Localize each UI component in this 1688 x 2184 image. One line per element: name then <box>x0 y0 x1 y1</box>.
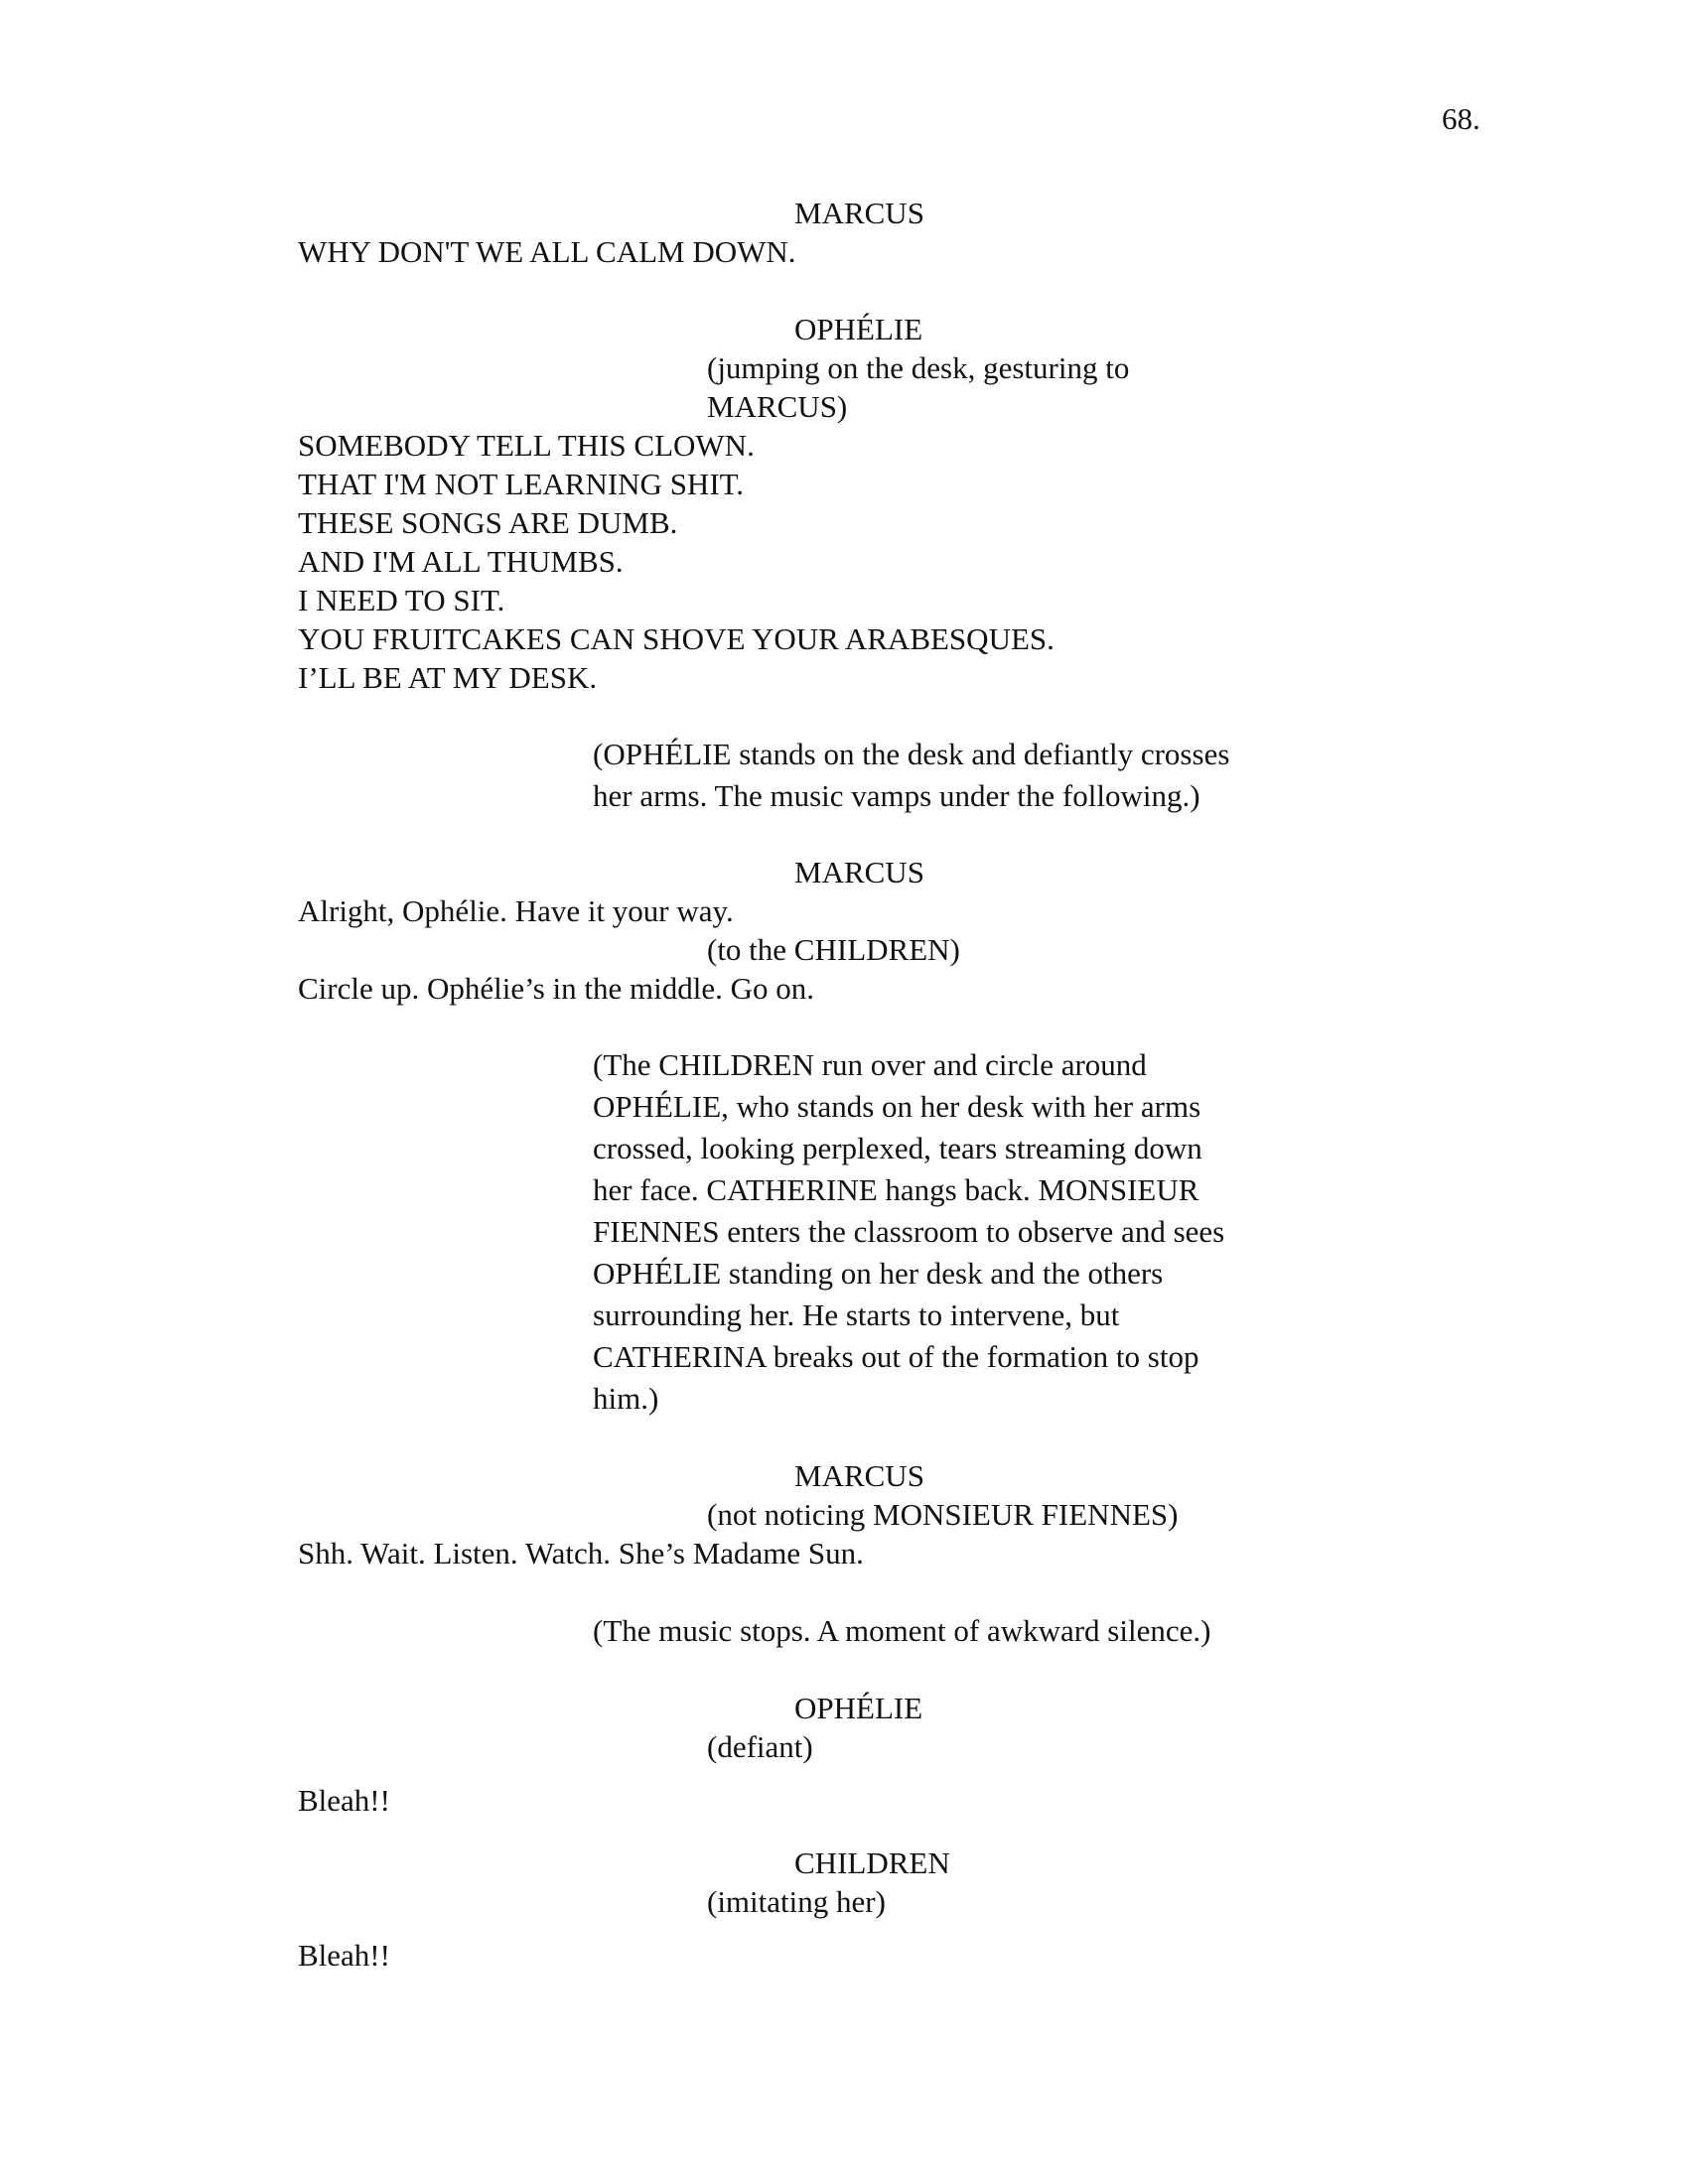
stage-direction: him.) <box>593 1381 659 1416</box>
parenthetical: (not noticing MONSIEUR FIENNES) <box>707 1497 1179 1532</box>
stage-direction: OPHÉLIE standing on her desk and the others <box>593 1256 1164 1291</box>
character-cue-children: CHILDREN <box>794 1845 950 1880</box>
stage-direction: (OPHÉLIE stands on the desk and defiantly crosses <box>593 737 1230 771</box>
stage-direction: (The music stops. A moment of awkward silence.) <box>593 1613 1211 1648</box>
dialogue-line: Shh. Wait. Listen. Watch. She’s Madame Sun. <box>298 1536 864 1570</box>
dialogue-line: THESE SONGS ARE DUMB. <box>298 505 678 540</box>
dialogue-line: Bleah!! <box>298 1783 390 1818</box>
dialogue-line: Alright, Ophélie. Have it your way. <box>298 893 734 928</box>
parenthetical: (imitating her) <box>707 1884 886 1919</box>
stage-direction: (The CHILDREN run over and circle around <box>593 1047 1147 1082</box>
character-cue-ophelie: OPHÉLIE <box>794 1691 923 1725</box>
dialogue-line: YOU FRUITCAKES CAN SHOVE YOUR ARABESQUES. <box>298 621 1055 656</box>
dialogue-line: SOMEBODY TELL THIS CLOWN. <box>298 428 755 463</box>
dialogue-line: I’LL BE AT MY DESK. <box>298 660 598 695</box>
dialogue-line: Bleah!! <box>298 1938 390 1973</box>
stage-direction: OPHÉLIE, who stands on her desk with her arms <box>593 1089 1201 1124</box>
dialogue-line: WHY DON'T WE ALL CALM DOWN. <box>298 234 796 269</box>
character-cue-marcus: MARCUS <box>794 1458 924 1493</box>
parenthetical: (to the CHILDREN) <box>707 932 960 967</box>
stage-direction: CATHERINA breaks out of the formation to stop <box>593 1339 1199 1374</box>
parenthetical: MARCUS) <box>707 389 848 424</box>
stage-direction: FIENNES enters the classroom to observe and sees <box>593 1214 1225 1249</box>
stage-direction: surrounding her. He starts to intervene, but <box>593 1297 1120 1332</box>
dialogue-line: AND I'M ALL THUMBS. <box>298 544 624 579</box>
parenthetical: (defiant) <box>707 1729 813 1764</box>
stage-direction: her arms. The music vamps under the following.) <box>593 778 1200 813</box>
page-number: 68. <box>1442 101 1480 136</box>
dialogue-line: THAT I'M NOT LEARNING SHIT. <box>298 467 745 501</box>
character-cue-ophelie: OPHÉLIE <box>794 312 923 346</box>
character-cue-marcus: MARCUS <box>794 855 924 889</box>
character-cue-marcus: MARCUS <box>794 196 924 230</box>
stage-direction: crossed, looking perplexed, tears streaming down <box>593 1131 1202 1165</box>
stage-direction: her face. CATHERINE hangs back. MONSIEUR <box>593 1172 1199 1207</box>
parenthetical: (jumping on the desk, gesturing to <box>707 350 1130 385</box>
dialogue-line: I NEED TO SIT. <box>298 583 505 617</box>
dialogue-line: Circle up. Ophélie’s in the middle. Go on. <box>298 971 815 1006</box>
